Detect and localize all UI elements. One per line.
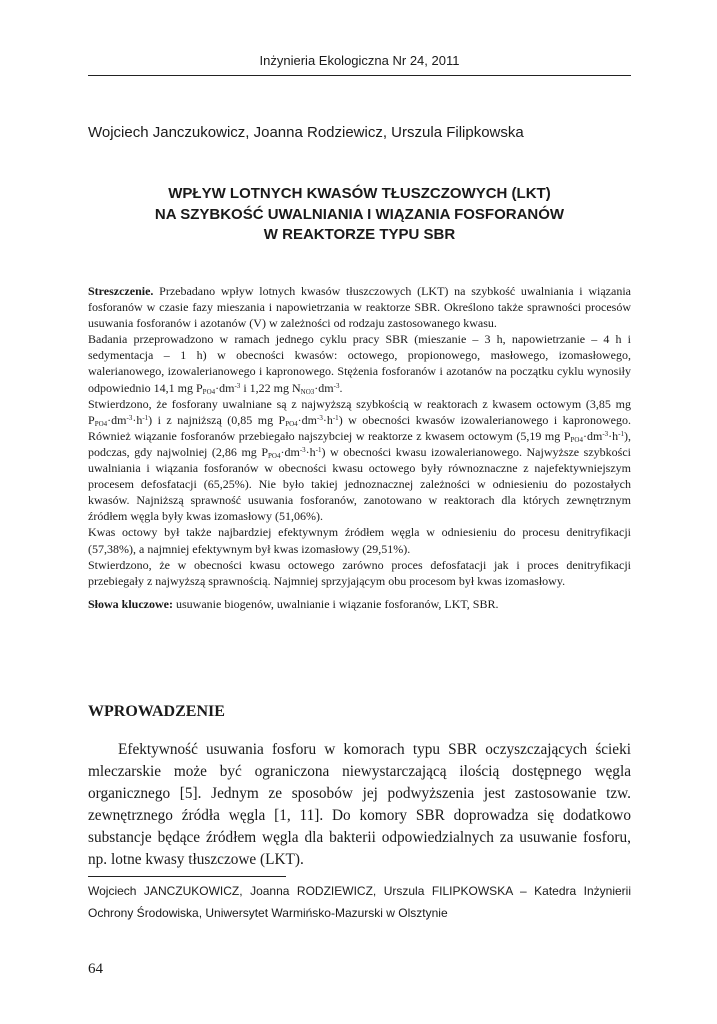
abstract-paragraph-4: Kwas octowy był także najbardziej efektywnym źródłem węgla w odniesieniu do procesu denitryfikacji (57,38%), a najmniej efektywnym był kwas izomasłowy (29,51%). bbox=[88, 525, 631, 556]
abstract-label: Streszczenie. bbox=[88, 284, 154, 298]
page-number: 64 bbox=[88, 961, 103, 977]
keywords: Słowa kluczowe: usuwanie biogenów, uwalnianie i wiązanie fosforanów, LKT, SBR. bbox=[88, 596, 499, 611]
journal-header: Inżynieria Ekologiczna Nr 24, 2011 bbox=[259, 53, 460, 68]
authors-line: Wojciech Janczukowicz, Joanna Rodziewicz, Urszula Filipkowska bbox=[88, 124, 524, 141]
intro-paragraph: Efektywność usuwania fosforu w komorach typu SBR oczyszczających ścieki mleczarskie może być ograniczona niewystarczającą ilością dostępnego węgla organicznego [5]. Jednym ze sposobów jej podwyższenia jest zastosowanie tzw. zewnętrznego źródła węgla [1, 11]. Do komory SBR doprowadza się dodatkowo substancje będące źródłem węgla dla bakterii odpowiedzialnych za usuwanie fosforu, np. lotne kwasy tłuszczowe (LKT). bbox=[88, 741, 631, 868]
title-line-1: WPŁYW LOTNYCH KWASÓW TŁUSZCZOWYCH (LKT) bbox=[168, 185, 551, 202]
section-heading: WPROWADZENIE bbox=[88, 703, 225, 720]
abstract-paragraph-2: Badania przeprowadzono w ramach jednego cyklu pracy SBR (mieszanie – 3 h, napowietrzanie – 4 h i sedymentacja – 1 h) w obecności kwasów: octowego, propionowego, masłowego, izomasłowego, walerianowego, izowalerianowego i kapronowego. Stężenia fosforanów i azotanów na początku cyklu wynosiły odpowiednio 14,1 mg $P_{PO4}\cdot dm^{-3}$ i 1,22 mg $N_{NO3}\cdot dm^{-3}$. bbox=[88, 332, 631, 396]
keywords-label: Słowa kluczowe: bbox=[88, 596, 173, 611]
abstract bbox=[88, 283, 631, 612]
paper-title bbox=[88, 184, 631, 246]
footnote-rule bbox=[88, 876, 286, 877]
abstract-paragraph-5: Stwierdzono, że w obecności kwasu octowego zarówno proces defosfatacji jak i proces denitryfikacji przebiegały z najwyższą sprawnością. Najmniej sprzyjającym obu procesom był kwas izomasłowy. bbox=[88, 557, 631, 588]
author-footnote: Wojciech JANCZUKOWICZ, Joanna RODZIEWICZ, Urszula FILIPKOWSKA – Katedra Inżynierii Ochrony Środowiska, Uniwersytet Warmińsko-Mazurski w Olsztynie bbox=[88, 884, 631, 920]
abstract-paragraph-1: Streszczenie. Przebadano wpływ lotnych kwasów tłuszczowych (LKT) na szybkość uwalniania i wiązania fosforanów w czasie fazy mieszania i napowietrzania w reaktorze SBR. Określono także sprawności procesów usuwania fosforanów i azotanów (V) w zależności od rodzaju zastosowanego kwasu. bbox=[88, 284, 631, 331]
title-line-2: NA SZYBKOŚĆ UWALNIANIA I WIĄZANIA FOSFORANÓW bbox=[154, 205, 565, 223]
header-rule bbox=[88, 75, 631, 76]
abstract-paragraph-3: Stwierdzono, że fosforany uwalniane są z najwyższą szybkością w reaktorach z kwasem octowym (3,85 mg $P_{PO4}\cdot dm^{-3}\cdot h^{-1}$) i z najniższą (0,85 mg $P_{PO4}\cdot dm^{-3}\cdot h^{-1}$) w obecności kwasów izowalerianowego i kapronowego. Również wiązanie fosforanów przebiegało najszybciej w reaktorze z kwasem octowym (5,19 mg $P_{PO4}\cdot dm^{-3}\cdot h^{-1}$), podczas, gdy najwolniej (2,86 mg $P_{PO4}\cdot dm^{-3}\cdot h^{-1}$) w obecności kwasu izowalerianowego. Najwyższe szybkości uwalniania i wiązania fosforanów w obecności kwasu octowego były równoznaczne z najefektywniejszym procesem defosfatacji (65,25%). Nie było takiej jednoznacznej zależności w odniesieniu do pozostałych kwasów. Najniższą sprawność usuwania fosforanów, zanotowano w reaktorach dla których zewnętrznym źródłem węgla były kwas izomasłowy (51,06%). bbox=[88, 396, 632, 524]
title-line-3: W REAKTORZE TYPU SBR bbox=[263, 226, 456, 243]
